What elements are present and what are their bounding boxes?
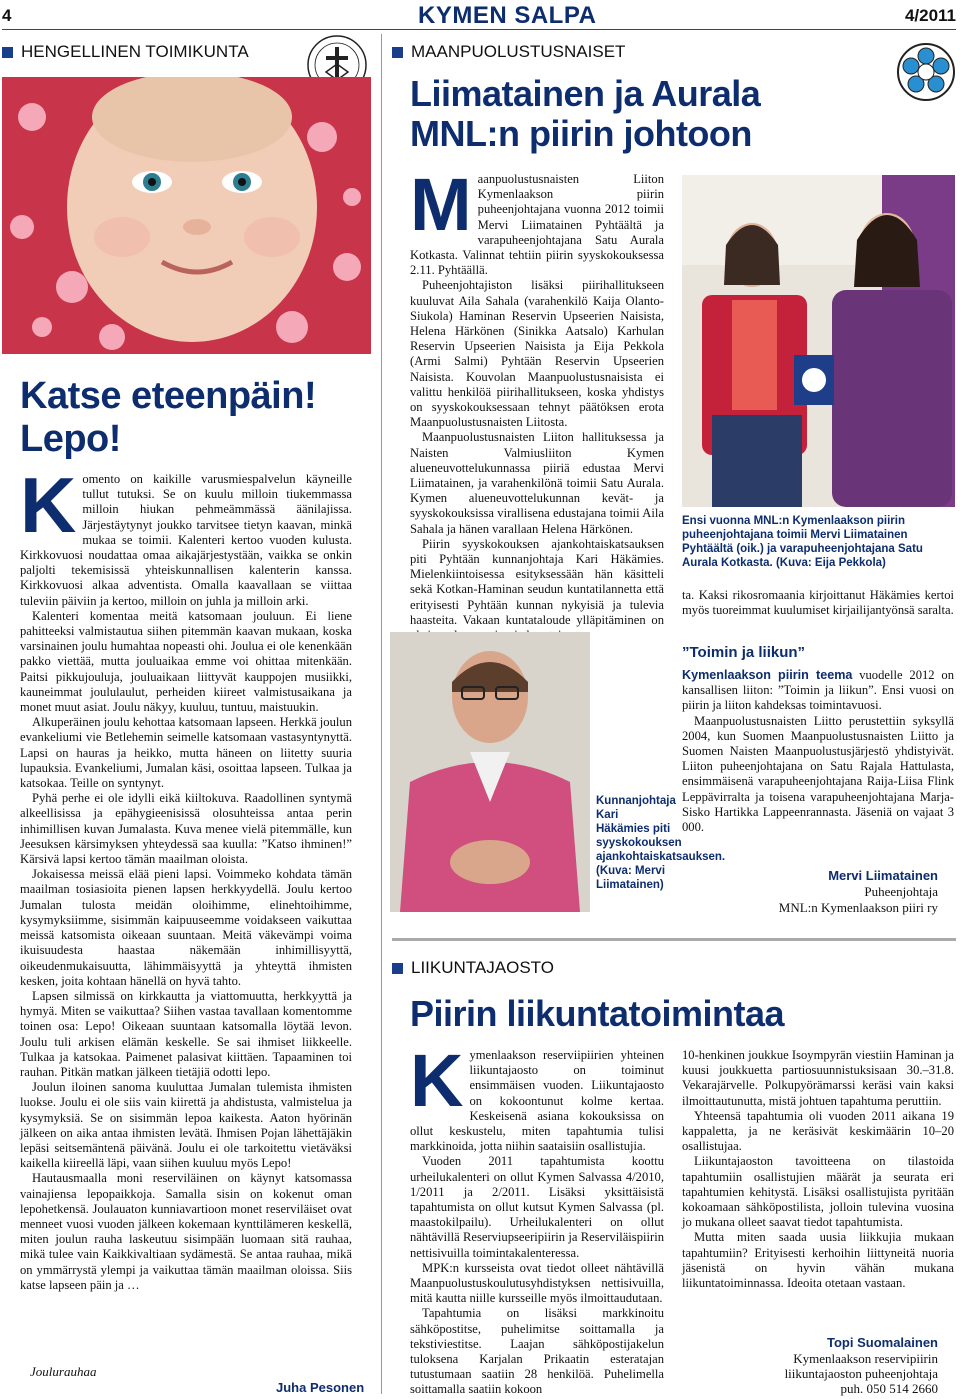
mnl-dropcap: M [410,163,472,246]
mnl-paragraph: Piirin syyskokouksen ajankohtaiskatsauksen piti Pyhtään kunnanjohtaja Kari Häkämies. Mielenkiintoisessa esityksessään hän käsitteli sekä Kotkan-Haminan seudun kuntatilannetta että erityisesti Pyhtään kunnan nykyisiä ja tulevia haasteita. Vakaan kuntataloude ylläpitäminen on [410,536,664,627]
liikunta-signature-phone: puh. 050 514 2660 [840,1381,938,1396]
column-divider [381,34,382,1394]
left-paragraph: Jokaisessa meissä elää pieni lapsi. Voimmeko kohdata tämän maailman tosiasioita pienen lapsen herkkyydellä. Joulu kertoo Jumalan tulosta meidän oloihimme, elinehtoihimme, kysymyksiimme, sisimmän kaipuuseemme voidakseen vaikuttaa meissä katsomista oikeaan suuntaan. Meitä väkevämpi voima ikuisuudesta haastaa näkemään inhimillisyyttä, oikeudenmukaisuutta, lähimmäisyyttä ja yhteyttä ihmisten kesken, joita kohtaan hänellä on hyvä tahto. [20,867,352,988]
section-maanpuolustusnaiset: MAANPUOLUSTUSNAISET [392,42,625,62]
liikunta-paragraph: Liikuntajaoston tavoitteena on tilastoida tapahtumiin osallistujien määrät ja seurata eri tapahtumien kehitystä. Lisäksi osallistujista pyritään kokoamaan sähköpostilista, jolloin tulevina vuosina jo mukana olleet saavat tiedot tapahtumista. [682,1154,954,1230]
liikunta-headline: Piirin liikuntatoimintaa [410,993,785,1034]
liikunta-signature-line2: liikuntajaoston puheenjohtaja [784,1366,938,1381]
left-paragraph: omento on kaikille varusmiespalvelun käyneille tullut tutuksi. Se on kuulu milloin tiukemmassa milloin hiukan pehmeämmässä äänilajissa. Järjestäytynyt joukko tarvitsee tietyn kaavan, minkä mukaa se toimii. Kalenteri kertoo vuoden kulusta. Kirkkovuosi noudattaa omaa aikajärjestystään, vaikka se onkin paljolti tekemisissä yhteiskunnallisen kalenterin kanssa. Kirkkovuosi alkaa adventista. Omalla kaavallaan se viittaa tuleviin päiviin ja kertoo, milloin on juhla ja milloin arki. [20,472,352,608]
mnl-sub-lead: Kymenlaakson piirin teema [682,668,853,682]
left-paragraph: Hautausmaalla moni reserviläinen on käynyt katsomassa vainajiensa lepopaikkoja. Samalla sisin on kokenut oman lepohetkensä. Joulauaton kunniavartioon monet reserviläiset ovat menneet vuosi vuoden jälkeen kokemaan kynttilämeren keskellä, miten joulun rauha laskeutuu sisimpään luomaan sitä rauhaa, mikä tulee vain Kaikkivaltiaan sydämestä. Se antaa rauhaa, mikä on ymmärrystä ylempi ja vaikuttaa tämän maailman oloissa. Siis katse lapseen päin ja … [20,1171,352,1292]
mnl-sub-paragraph: Maanpuolustusnaisten Liitto perustettiin syksyllä 2004, kun Suomen Maanpuolustusnaisten Liitto ja Suomen Naisten Maanpuolustusjärjestö yhdistyivät. Liiton puheenjohtajana on Satu Rajala Hattulasta, ensimmäisenä varapuheenjohtajana Raija-Liisa Flink Leppävirralta ja toisena varapuheenjohtajana Marja-Sisko Hartikka Lappeenrannasta. Jäseniä on vajaat 3 000. [682,713,954,835]
mnl-headline-2: MNL:n piirin johtoon [410,113,752,154]
page-number: 4 [2,6,12,25]
mnl-signature-title: Puheenjohtaja [864,884,938,899]
left-closing: Joulurauhaa [30,1364,97,1379]
liikunta-paragraph: ymenlaakson reserviipiirien yhteinen liikuntajaosto on toiminut ensimmäisen vuoden. Liikuntajaosto on kokoontunut kolme kertaa. Keskeisenä asiana kokouksissa on ollut keskustelu, miten tapahtumia tulisi markkinoida, jotta niihin saataisiin osallistujia. [410,1048,664,1154]
liikunta-signature-name: Topi Suomalainen [827,1335,938,1350]
liikunta-paragraph: Vuoden 2011 tapahtumista koottu urheilukalenteri on ollut Kymen Salvassa 4/2010, 1/2011 ja 2/2011. Lisäksi yksittäisistä tapahtumista on ollut kutsut Kymen Salvassa (pl. maastokilpailu). Urheilukalenteri on ollut nähtävillä Reserviupseeripiirin ja Reserviläispiirin nettisivuilla toimintakalenteressa. [410,1154,664,1260]
liikunta-paragraph: MPK:n kursseista ovat tiedot olleet nähtävillä Maanpuolustuskoulutusyhdistyksen nettisivuilla, mitä kautta niille kursseille myös ilmoittaudutaan. [410,1260,664,1306]
mnl-sub-body: Kymenlaakson piirin teema vuodelle 2012 on kansallisen liiton: ”Toimin ja liikun”. Ensi vuosi on piirin ja liiton kahdeksas toimintavuosi. Maanpuolustusnaisten Liitto perustettiin syksyllä 2004, kun Suomen Maanpuolustusnaisten Liitto ja Suomen Naisten Maanpuolustusjärjestö yhdistyivät. Liiton puheenjohtajana on Satu Rajala Hattulasta, ensimmäisenä varapuheenjohtajana Raija-Liisa Flink Leppävirralta ja toisena varapuheenjohtajana Marja-Sisko Hartikka Lappeenrannasta. Jäseniä on vajaat 3 000. [682,668,954,835]
liikunta-dropcap: K [410,1039,464,1122]
left-author: Juha Pesonen [276,1380,365,1395]
issue-number: 4/2011 [904,6,956,25]
mnl-subhead: ”Toimin ja liikun” [682,644,806,661]
mnl-photo-caption: Ensi vuonna MNL:n Kymenlaakson piirin puheenjohtajana toimii Mervi Liimatainen Pyhtäältä (oik.) ja varapuheenjohtajana Satu Aurala Kotkasta. (Kuva: Eija Pekkola) [682,515,923,569]
kari-hakamies-photo [390,632,590,912]
mnl-article-body [410,163,664,643]
left-paragraph: Alkuperäinen joulu kehottaa katsomaan lapseen. Herkkä joulun evankeliumi vie Betlehemin seimelle katsomaan vastasyntynyttä. Lapsi on hauras ja heikko, mutta häneen on liitetty suuria lupauksia. Evankeliumi, Jumalan käsi, osoittaa lapseen. Tulkaa ja katsokaa. Teille on syntynyt. [20,715,352,791]
mnl-paragraph: Maanpuolustusnaisten Liiton hallituksessa ja Naisten Valmiusliiton Kymen alueneuvottelukunnassa piiriä edustaa Mervi Liimatainen, ja varahenkilönä toimii Satu Aurala. Kymen alueneuvottelukunnan kevät- ja syyskokouksissa virallisena edustajana toimii Aila Sahala ja hänen varallaan Helena Härkönen. [410,430,664,536]
mnl-continue: ta. Kaksi rikosromaania kirjoittanut Häkämies kertoi myös tuoreimmat kuulumiset kirjailijantyönsä saralta. [682,588,954,618]
baby-photo [2,77,371,354]
mnl-leaders-photo [682,175,955,507]
mnl-signature-name: Mervi Liimatainen [828,868,938,883]
left-headline-2: Lepo! [20,418,121,460]
section-square-icon [392,963,403,974]
liikunta-paragraph: Tapahtumia on lisäksi markkinoitu sähköpostitse, puhelimitse soittamalla ja tekstiviestitse. Laajan sähköpostijakelun tuloksena Karjalan Prikaatin esteratajan tutustumaan saatiin 28 henkilöä. Puhelimella soittamalla saatiin kokoon [410,1306,664,1397]
liikunta-col1 [410,1039,664,1398]
section-hengellinen: HENGELLINEN TOIMIKUNTA [2,42,249,62]
section-liikuntajaosto: LIIKUNTAJAOSTO [392,958,554,978]
mnl-logo [896,42,956,102]
section-square-icon [392,47,403,58]
mnl-paragraph: aanpuolustusnaisten Liiton Kymenlaakson piirin puheenjohtajana vuonna 2012 toimii Mervi Liimatainen Pyhtäältä ja varapuheenjohtajana Satu Aurala Kotkasta. Valinnat tehtiin piirin syyskokouksessa 2.11. Pyhtäällä. [410,172,664,278]
left-paragraph: Kalenteri komentaa meitä katsomaan jouluun. Ei liene pahitteeksi valmistautua siihen pitemmän kaavan mukaan, koska varsinainen joulu humahtaa nopeasti ohi. Joulua ei ole kenenkään pakko viettää, mutta jouluaikaa emme voi ohittaa mitenkään. Paitsi pikkujouluja, jouluaikaan liittyvät kauppojen musiikki, kauneimmat joululaulut, perheiden kiireet valmistusaikana ja monet muut asiat. Joulu näkyy, kuuluu, tuntuu, maistuukin. [20,608,352,715]
liikunta-paragraph: 10-henkinen joukkue Isoympyrän viestiin Haminan ja kuusi joukkuetta partiosuunnistuksisaan 30.–31.8. Vekarajärvelle. Polkupyörämarssi keräsi vain kaksi ilmoittautunutta, mistä johtuen tapahtuma peruttiin. [682,1048,954,1108]
left-paragraph: Lapsen silmissä on kirkkautta ja viattomuutta, herkkyyttä ja hymyä. Miten se vaikuttaa? Siihen vastaa tavallaan komentomme toinen osa: Lepo! Oikeaan suuntaan katsomalla löytää levon. Joulu tuli arkisen elämän keskelle. Se sai ihmiset liikkeelle. Tulkaa ja katsokaa. Paimenet palasivat kiittäen. Tapaaminen toi rauhan. Pitkän matkan jälkeen tietäjiä odotti lepo. [20,988,352,1079]
mnl-paragraph: Puheenjohtajiston lisäksi piirihallitukseen kuuluvat Aila Sahala (varahenkilö Kaija Olanto-Siukola) Haminan Reservin Upseerien Naisista, Helena Härkönen (Sinikka Aatsalo) Karhulan Reservin Upseerien Naisista ja Eija Pekkola (Armi Salmi) Pyhtään Reservin Upseerien Naisista. Kouvolan Maanpuolustusnaisista ei valittu henkilöä piirihallitukseen, koska yhdistys on syyskokouksessaan tehnyt päätöksen erota Maanpuolustusnaisten Liitosta. [410,278,664,430]
left-paragraph: Pyhä perhe ei ole idylli eikä kiiltokuva. Raadollinen syntymä alkeellisissa ja epähygieenisissä olosuhteissa antaa perin inhimillisen kuvan Jumalasta. Kuva menee vielä pitemmälle, kun Jeesuksen kärsimyksen yhteydessä saa kuulla: ”Katso ihminen!” Kärsivä lapsi kertoo tämän maailman oloista. [20,791,352,867]
mnl-signature-org: MNL:n Kymenlaakson piiri ry [778,900,938,915]
section-square-icon [2,47,13,58]
liikunta-signature-line1: Kymenlaakson reservipiirin [793,1351,938,1366]
mnl-headline-1: Liimatainen ja Aurala [410,73,761,114]
kari-photo-caption: Kunnanjohtaja Kari Häkämies piti syyskokouksen ajankohtaiskatsauksen. (Kuva: Mervi Liimatainen) [596,795,726,891]
liikunta-paragraph: Yhteensä tapahtumia oli vuoden 2011 aikana 19 kappaletta, ja ne keräsivät keskimäärin 10–20 osallistujaa. [682,1108,954,1154]
section-separator [392,938,956,941]
liikunta-col2 [682,1048,954,1291]
left-article-body [20,461,352,1293]
header-rule [2,29,956,30]
liikunta-paragraph: Mutta miten saada uusia liikkujia mukaan tapahtumiin? Erityisesti kerhoihin liittyneitä nuoria jäsenistä on hyvin vähän mukana liikuntatoiminnassa. Ideoita otetaan vastaan. [682,1230,954,1291]
masthead: KYMEN SALPA [418,2,597,29]
left-paragraph: Joulun iloinen sanoma kuuluttaa Jumalan tulemista ihmisten luokse. Joulu ei ole siis vain kiirettä ja ahdistusta, valmistelua ja kysymyksiä. Se on sisimmän lepoa kaikesta. Aaton hyörinän jälkeen on aika antaa ihmisten levätä. Ihmisen Pojan lähettäjäkin lepäsi seitsemäntenä päivänä. Joulu ei ole tarkoitettu vietäväksi kaikella kiireellä läpi, vaan siihen kuuluu myös Lepo! [20,1080,352,1171]
left-headline-1: Katse eteenpäin! [20,375,317,417]
left-dropcap: K [20,461,77,549]
